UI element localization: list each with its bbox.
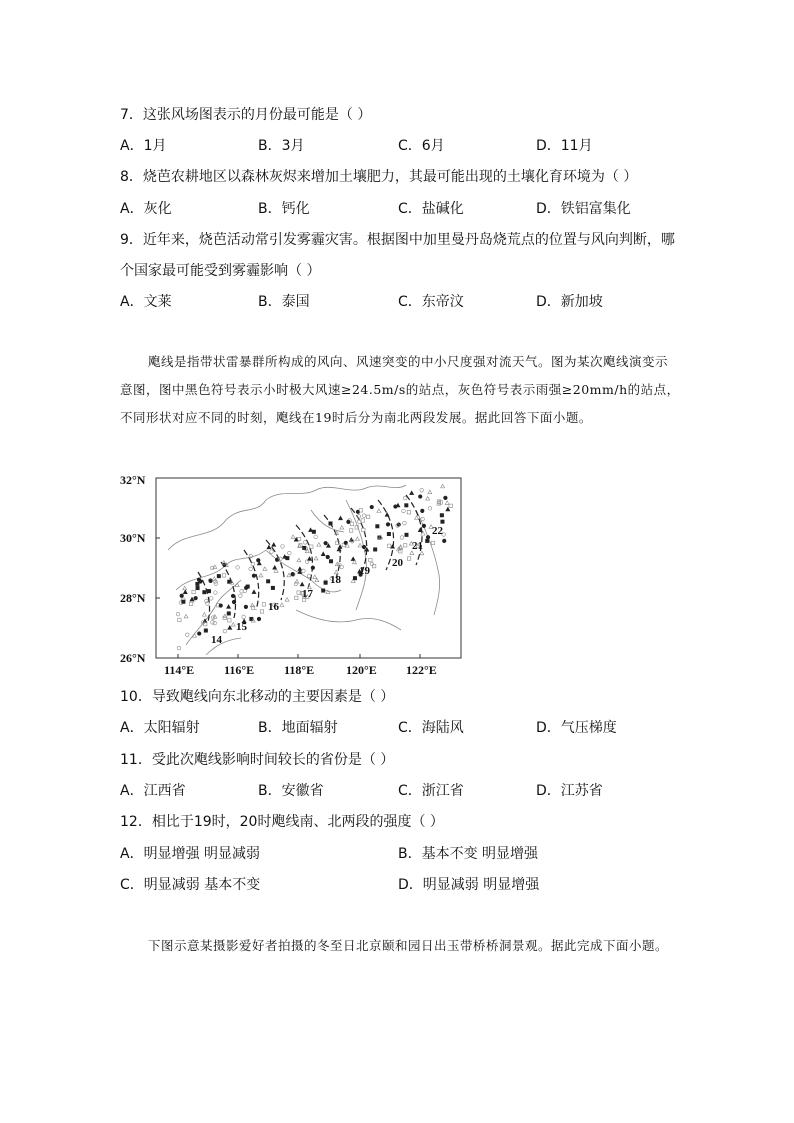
hour-label-17: 17 xyxy=(302,588,313,600)
station-symbol xyxy=(387,532,390,535)
q11-option-d[interactable]: D．江苏省 xyxy=(536,783,603,799)
station-symbol xyxy=(353,576,356,579)
y-label-28n: 28°N xyxy=(120,591,146,605)
q8-option-a[interactable]: A．灰化 xyxy=(120,201,172,217)
station-symbol xyxy=(207,589,210,592)
q10-option-b[interactable]: B．地面辐射 xyxy=(258,720,338,736)
question-12-stem: 12．相比于19时，20时飑线南、北两段的强度（ ） xyxy=(120,814,444,830)
station-symbol xyxy=(324,541,328,545)
x-label-122e: 122°E xyxy=(406,663,437,677)
q8-option-c[interactable]: C．盐碱化 xyxy=(398,201,464,217)
y-label-30n: 30°N xyxy=(120,531,146,545)
x-label-118e: 118°E xyxy=(284,663,315,677)
station-symbol xyxy=(271,586,274,589)
station-symbol xyxy=(386,523,390,527)
hour-label-15: 15 xyxy=(236,621,247,633)
hour-label-20: 20 xyxy=(392,557,403,569)
station-symbol xyxy=(182,600,185,603)
question-9-stem-line1: 9．近年来，烧芭活动常引发雾霾灾害。根据图中加里曼丹岛烧荒点的位置与风向判断，哪 xyxy=(120,232,675,248)
station-symbol xyxy=(311,566,315,570)
station-symbol xyxy=(227,612,230,615)
y-label-26n: 26°N xyxy=(120,651,146,665)
station-symbol xyxy=(441,520,444,523)
station-symbol xyxy=(197,578,201,582)
q11-option-c[interactable]: C．浙江省 xyxy=(398,783,464,799)
station-symbol xyxy=(422,524,426,528)
q7-option-d[interactable]: D．11月 xyxy=(536,138,593,154)
station-symbol xyxy=(291,572,295,576)
station-symbol xyxy=(376,525,379,528)
passage-summer-palace: 下图示意某摄影爱好者拍摄的冬至日北京颐和园日出玉带桥桥洞景观。据此完成下面小题。 xyxy=(148,938,669,953)
q10-option-a[interactable]: A．太阳辐射 xyxy=(120,720,200,736)
q9-option-d[interactable]: D．新加坡 xyxy=(536,294,603,310)
station-symbol xyxy=(370,505,374,509)
hour-label-19: 19 xyxy=(359,565,370,577)
q12-option-c[interactable]: C．明显减弱 基本不变 xyxy=(120,877,261,893)
station-symbol xyxy=(373,548,376,551)
station-symbol xyxy=(426,535,430,539)
question-7-stem: 7．这张风场图表示的月份最可能是（ ） xyxy=(120,107,372,123)
station-symbol xyxy=(217,574,220,577)
station-symbol xyxy=(194,596,198,600)
map-frame xyxy=(156,478,461,658)
station-symbol xyxy=(329,522,332,525)
question-11-stem: 11．受此次飑线影响时间较长的省份是（ ） xyxy=(120,752,395,768)
station-symbol xyxy=(203,590,206,593)
station-symbol xyxy=(252,574,256,578)
q10-option-c[interactable]: C．海陆风 xyxy=(398,720,464,736)
station-symbol xyxy=(196,582,199,585)
q7-option-b[interactable]: B．3月 xyxy=(258,138,305,154)
q9-option-a[interactable]: A．文莱 xyxy=(120,294,172,310)
question-10-stem: 10．导致飑线向东北移动的主要因素是（ ） xyxy=(120,689,395,705)
squall-line-map xyxy=(116,470,476,680)
station-symbol xyxy=(418,495,422,499)
q7-option-c[interactable]: C．6月 xyxy=(398,138,445,154)
station-symbol xyxy=(405,504,408,507)
station-symbol xyxy=(322,589,325,592)
station-symbol xyxy=(231,594,235,598)
y-label-32n: 32°N xyxy=(120,473,146,487)
station-symbol xyxy=(197,632,201,636)
station-symbol xyxy=(444,496,448,500)
hour-label-16: 16 xyxy=(268,601,279,613)
station-symbol xyxy=(347,520,351,524)
station-symbol xyxy=(180,594,184,598)
station-symbol xyxy=(303,546,306,549)
station-symbol xyxy=(257,617,261,621)
station-symbol xyxy=(209,579,213,583)
station-symbol xyxy=(405,533,408,536)
question-9-stem-line2: 个国家最可能受到雾霾影响（ ） xyxy=(120,263,321,279)
q10-option-d[interactable]: D．气压梯度 xyxy=(536,720,617,736)
station-symbol xyxy=(329,560,332,563)
hour-label-22: 22 xyxy=(432,525,443,537)
station-symbol xyxy=(204,629,207,632)
x-label-116e: 116°E xyxy=(224,663,255,677)
station-symbol xyxy=(219,604,223,608)
x-label-120e: 120°E xyxy=(346,663,377,677)
station-symbol xyxy=(244,605,248,609)
station-symbol xyxy=(326,555,330,559)
q8-option-b[interactable]: B．钙化 xyxy=(258,201,310,217)
station-symbol xyxy=(440,514,443,517)
station-symbol xyxy=(442,539,446,543)
station-symbol xyxy=(244,586,248,590)
q12-option-a[interactable]: A．明显增强 明显减弱 xyxy=(120,846,261,862)
q9-option-c[interactable]: C．东帝汶 xyxy=(398,294,464,310)
hour-label-18: 18 xyxy=(330,574,341,586)
passage-squall-line: 飑线是指带状雷暴群所构成的风向、风速突变的中小尺度强对流天气。图为某次飑线演变示意图，图中黑色符号表示小时极大风速≥24.5m/s的站点，灰色符号表示雨强≥20mm/h的站点，不同形状对应不同的时刻，飑线在19时后分为南北两段发展。据此回答下面小题。 xyxy=(120,354,680,425)
station-symbol xyxy=(362,545,366,549)
station-symbol xyxy=(426,539,429,542)
station-symbol xyxy=(420,509,424,513)
q12-option-b[interactable]: B．基本不变 明显增强 xyxy=(398,846,539,862)
q12-option-d[interactable]: D．明显减弱 明显增强 xyxy=(398,877,540,893)
station-symbol xyxy=(324,581,327,584)
station-symbol xyxy=(397,523,401,527)
x-label-114e: 114°E xyxy=(164,663,195,677)
station-symbol xyxy=(232,600,236,604)
station-symbol xyxy=(266,580,269,583)
q11-option-a[interactable]: A．江西省 xyxy=(120,783,186,799)
hour-label-21: 21 xyxy=(412,540,423,552)
hour-label-14: 14 xyxy=(211,634,222,646)
station-symbol xyxy=(196,586,199,589)
q8-option-d[interactable]: D．铁铝富集化 xyxy=(536,201,631,217)
q7-option-a[interactable]: A．1月 xyxy=(120,138,167,154)
question-8-stem: 8．烧芭农耕地区以森林灰烬来增加土壤肥力，其最可能出现的土壤化育环境为（ ） xyxy=(120,169,638,185)
q11-option-b[interactable]: B．安徽省 xyxy=(258,783,324,799)
q9-option-b[interactable]: B．泰国 xyxy=(258,294,310,310)
